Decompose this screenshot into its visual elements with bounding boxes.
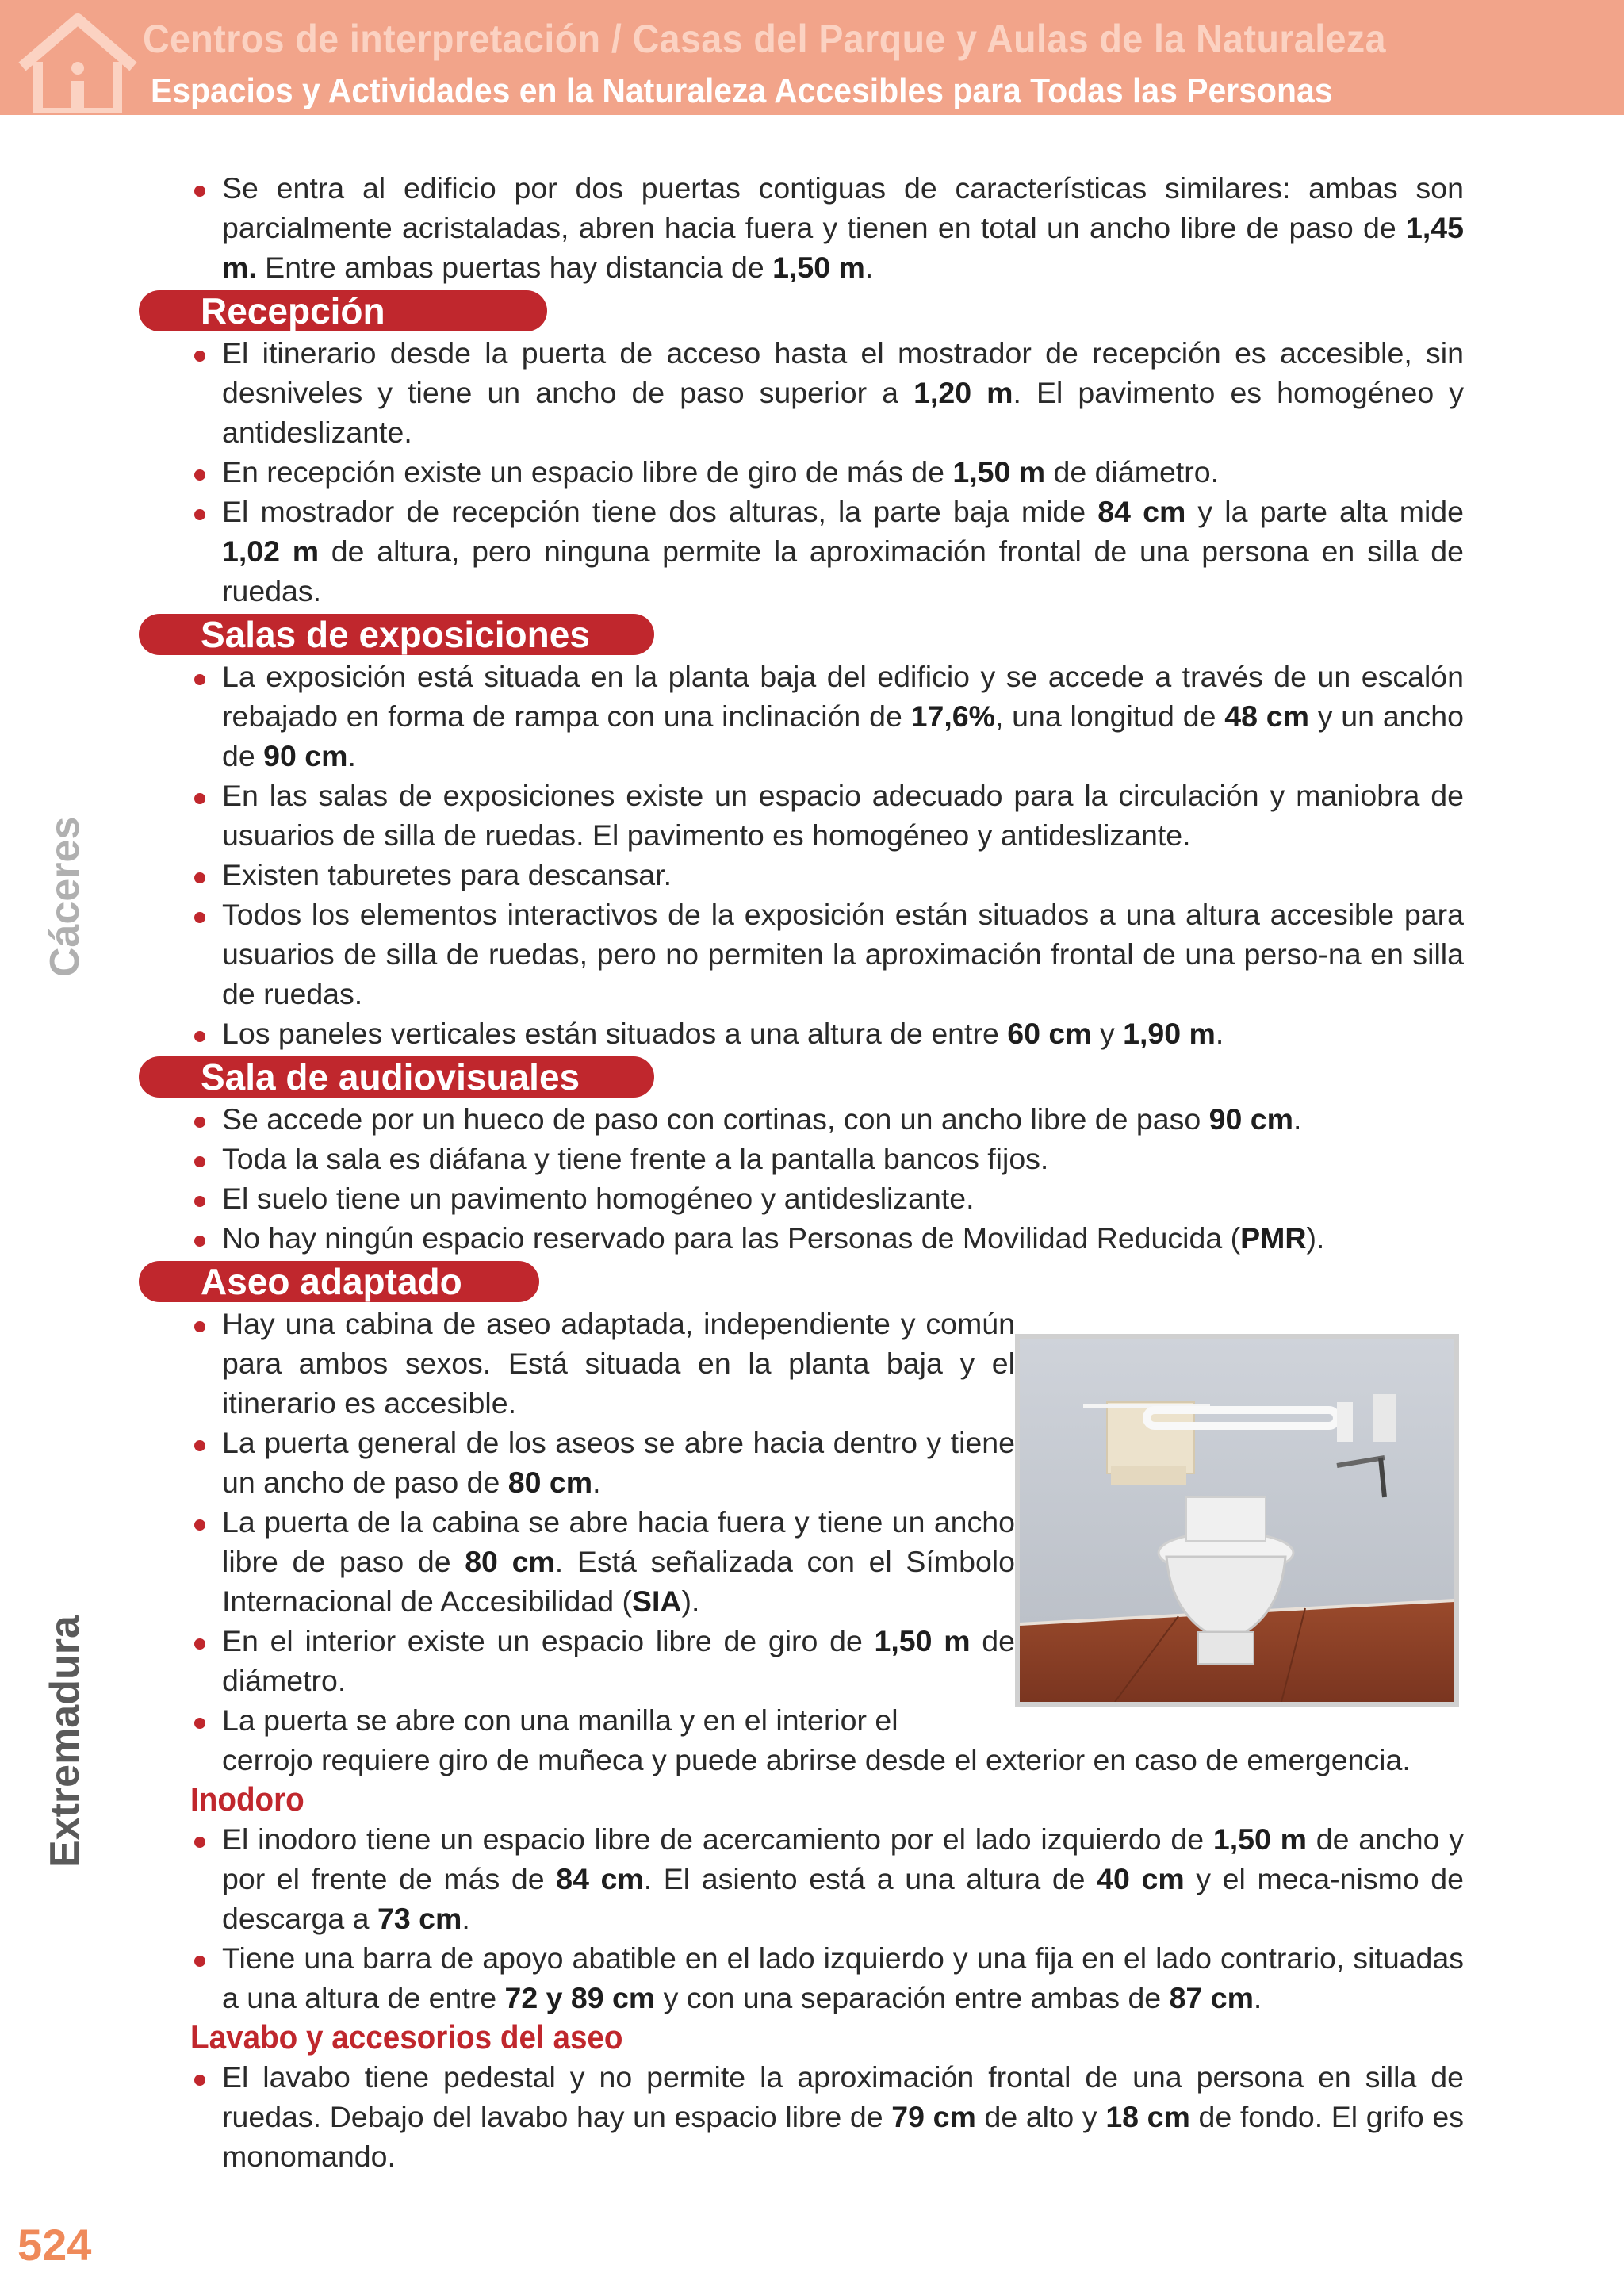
side-label-region: Cáceres [42,816,88,977]
section-heading-exposiciones: Salas de exposiciones [139,614,654,655]
list-item: El mostrador de recepción tiene dos alturas, la parte baja mide 84 cm y la parte alta mide 1,02 m de altura, pero ninguna permite la aproximación frontal de una persona en silla de ruedas. [190,492,1464,611]
page-number: 524 [17,2220,92,2270]
list-item: Se entra al edificio por dos puertas contiguas de características similares: ambas son parcialmente acristaladas, abren hacia fuera y tienen en total un ancho libre de paso de 1,45 m. Entre ambas puertas hay distancia de 1,50 m. [190,168,1464,287]
list-item: No hay ningún espacio reservado para las Personas de Movilidad Reducida (PMR). [190,1218,1464,1258]
list-item: En el interior existe un espacio libre de giro de 1,50 m de diámetro. [190,1621,1015,1700]
list-item: El itinerario desde la puerta de acceso hasta el mostrador de recepción es accesible, sin desniveles y tiene un ancho de paso superior a 1,20 m. El pavimento es homogéneo y antideslizante. [190,333,1464,452]
list-item: Toda la sala es diáfana y tiene frente a la pantalla bancos fijos. [190,1139,1464,1178]
header-subtitle: Espacios y Actividades en la Naturaleza Accesibles para Todas las Personas [151,71,1333,110]
side-label-community: Extremadura [42,1615,88,1868]
list-item: Hay una cabina de aseo adaptada, independiente y común para ambos sexos. Está situada en la planta baja y el itinerario es accesible. [190,1304,1015,1423]
list-item: La puerta se abre con una manilla y en el interior el cerrojo requiere giro de muñeca y puede abrirse desde el exterior en caso de emergencia. [190,1700,1464,1780]
list-item: La puerta general de los aseos se abre hacia dentro y tiene un ancho de paso de 80 cm. [190,1423,1015,1502]
house-info-icon [14,11,141,113]
list-item: En las salas de exposiciones existe un espacio adecuado para la circulación y maniobra de usuarios de silla de ruedas. El pavimento es homogéneo y antideslizante. [190,776,1464,855]
list-item: Los paneles verticales están situados a una altura de entre 60 cm y 1,90 m. [190,1014,1464,1053]
subheading-inodoro: Inodoro [190,1780,304,1818]
list-item: Tiene una barra de apoyo abatible en el lado izquierdo y una fija en el lado contrario, situadas a una altura de entre 72 y 89 cm y con una separación entre ambas de 87 cm. [190,1938,1464,2018]
section-heading-audiovisuales: Sala de audiovisuales [139,1056,654,1098]
list-item: La exposición está situada en la planta baja del edificio y se accede a través de un escalón rebajado en forma de rampa con una inclinación de 17,6%, una longitud de 48 cm y un ancho de 90 cm. [190,657,1464,776]
section-heading-aseo: Aseo adaptado [139,1261,539,1302]
list-item: En recepción existe un espacio libre de giro de más de 1,50 m de diámetro. [190,452,1464,492]
list-item: El lavabo tiene pedestal y no permite la aproximación frontal de una persona en silla de ruedas. Debajo del lavabo hay un espacio libre de 79 cm de alto y 18 cm de fondo. El grifo es monomando. [190,2057,1464,2176]
header-title: Centros de interpretación / Casas del Parque y Aulas de la Naturaleza [143,17,1386,61]
list-item: El suelo tiene un pavimento homogéneo y antideslizante. [190,1178,1464,1218]
list-item: Existen taburetes para descansar. [190,855,1464,895]
list-item: Se accede por un hueco de paso con cortinas, con un ancho libre de paso 90 cm. [190,1099,1464,1139]
main-content [190,168,1464,2176]
list-item: La puerta de la cabina se abre hacia fuera y tiene un ancho libre de paso de 80 cm. Está señalizada con el Símbolo Internacional de Accesibilidad (SIA). [190,1502,1015,1621]
section-heading-recepcion: Recepción [139,290,547,331]
page-header [0,0,1624,115]
list-item: El inodoro tiene un espacio libre de acercamiento por el lado izquierdo de 1,50 m de ancho y por el frente de más de 84 cm. El asiento está a una altura de 40 cm y el meca-nismo de descarga a 73 cm. [190,1819,1464,1938]
subheading-lavabo: Lavabo y accesorios del aseo [190,2018,623,2056]
list-item: Todos los elementos interactivos de la exposición están situados a una altura accesible para usuarios de silla de ruedas, pero no permiten la aproximación frontal de una perso-na en silla de ruedas. [190,895,1464,1014]
